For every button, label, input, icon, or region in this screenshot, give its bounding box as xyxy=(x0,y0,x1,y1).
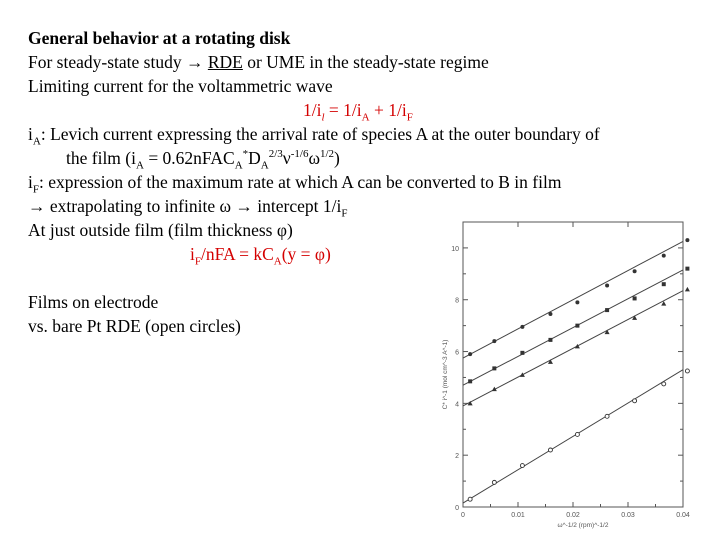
film-boundary-equation xyxy=(190,242,331,266)
eq2-sub: A xyxy=(273,255,282,268)
line5-sup: * xyxy=(242,148,249,161)
data-point-open-circle xyxy=(605,414,609,418)
y-tick-label: 0 xyxy=(455,505,459,512)
data-point-filled-square xyxy=(520,351,524,355)
data-point-filled-triangle xyxy=(605,330,610,335)
eq1-sub: l xyxy=(321,111,325,124)
data-point-filled-circle xyxy=(633,269,637,273)
fit-line xyxy=(463,270,683,385)
line6-part: i xyxy=(28,172,33,192)
line4-sub: A xyxy=(32,135,41,148)
x-axis-label: ω^-1/2 (rpm)^-1/2 xyxy=(557,522,609,529)
eq1-part: = 1/i xyxy=(324,100,362,120)
line5-sup: -1/6 xyxy=(290,148,309,161)
line5-part: ν xyxy=(282,148,291,168)
data-point-filled-circle xyxy=(685,238,689,242)
data-point-filled-circle xyxy=(575,300,579,304)
line6-sub: F xyxy=(32,183,39,196)
levich-equation-line xyxy=(66,146,340,170)
eq2-part: (y = φ) xyxy=(281,244,331,264)
bare-pt-text: vs. bare Pt RDE (open circles) xyxy=(28,316,241,336)
fit-line xyxy=(463,370,683,503)
data-point-filled-circle xyxy=(605,283,609,287)
film-thickness-line xyxy=(28,218,293,242)
y-tick-label: 4 xyxy=(455,401,459,409)
line5-sub: A xyxy=(234,159,243,172)
data-point-filled-circle xyxy=(662,254,666,258)
line5-part: = 0.62nFAC xyxy=(143,148,235,168)
eq1-sub: A xyxy=(361,111,370,124)
limiting-current-text: Limiting current for the voltammetric wave xyxy=(28,76,333,96)
line5-sub: A xyxy=(260,159,269,172)
data-point-filled-square xyxy=(492,366,496,370)
data-point-open-circle xyxy=(685,369,689,373)
eq1-part: 1/i xyxy=(303,100,322,120)
steady-state-text-post: or UME in the steady-state regime xyxy=(242,52,489,72)
eq1-sub: F xyxy=(406,111,413,124)
line6-part: : expression of the maximum rate at which A can be converted to B in film xyxy=(39,172,562,192)
rde-link-text: RDE xyxy=(207,52,243,72)
y-tick-label: 2 xyxy=(455,453,459,461)
data-point-filled-square xyxy=(605,308,609,312)
line4-part: : Levich current expressing the arrival rate of species A at the outer boundary of xyxy=(40,124,600,144)
data-point-filled-triangle xyxy=(548,359,553,364)
line7-sub: F xyxy=(341,207,348,220)
data-point-open-circle xyxy=(548,448,552,452)
data-point-filled-square xyxy=(685,267,689,271)
data-point-filled-triangle xyxy=(685,287,690,292)
data-point-filled-square xyxy=(575,324,579,328)
data-point-filled-square xyxy=(548,338,552,342)
levich-current-line xyxy=(28,122,600,146)
data-point-open-circle xyxy=(492,480,496,484)
line5-part: ) xyxy=(334,148,340,168)
slide-title-text: General behavior at a rotating disk xyxy=(28,28,291,48)
data-point-open-circle xyxy=(520,464,524,468)
line7-part: → extrapolating to infinite ω → intercept 1/i xyxy=(28,196,342,216)
data-point-filled-circle xyxy=(520,325,524,329)
y-axis-label: C* i^-1 (mol cm^-3 A^-1) xyxy=(442,339,449,410)
slide-title xyxy=(28,26,290,50)
films-on-electrode-text: Films on electrode xyxy=(28,292,159,312)
line5-sup: 2/3 xyxy=(268,148,283,161)
data-point-filled-square xyxy=(468,379,472,383)
koutecky-levich-equation xyxy=(303,98,413,122)
data-point-open-circle xyxy=(662,382,666,386)
line4-part: i xyxy=(28,124,33,144)
line5-part: the film (i xyxy=(66,148,136,168)
data-point-filled-circle xyxy=(548,312,552,316)
x-tick-label: 0.03 xyxy=(621,512,635,519)
data-point-open-circle xyxy=(468,497,472,501)
steady-state-text-pre: For steady-state study → xyxy=(28,52,208,72)
data-point-filled-triangle xyxy=(520,372,525,377)
data-point-filled-triangle xyxy=(468,401,473,406)
x-tick-label: 0 xyxy=(461,512,465,519)
line5-part: D xyxy=(248,148,261,168)
film-thickness-text: At just outside film (film thickness φ) xyxy=(28,220,293,240)
line5-part: ω xyxy=(308,148,320,168)
plot-frame xyxy=(463,222,683,507)
x-tick-label: 0.04 xyxy=(676,512,690,519)
fit-line xyxy=(463,291,683,406)
extrapolation-line xyxy=(28,194,347,218)
eq2-sub: F xyxy=(194,255,201,268)
fit-line xyxy=(463,241,683,358)
data-point-filled-triangle xyxy=(661,301,666,306)
films-on-electrode-line xyxy=(28,290,158,314)
y-tick-label: 8 xyxy=(455,297,459,305)
data-point-filled-circle xyxy=(492,339,496,343)
data-point-filled-triangle xyxy=(575,344,580,349)
bare-pt-line xyxy=(28,314,241,338)
film-rate-line xyxy=(28,170,561,194)
data-point-filled-square xyxy=(662,282,666,286)
eq1-part: + 1/i xyxy=(369,100,407,120)
x-tick-label: 0.02 xyxy=(566,512,580,519)
data-point-filled-triangle xyxy=(492,387,497,392)
data-point-open-circle xyxy=(633,399,637,403)
x-tick-label: 0.01 xyxy=(511,512,525,519)
line5-sup: 1/2 xyxy=(319,148,335,161)
eq2-part: i xyxy=(190,244,195,264)
data-point-filled-triangle xyxy=(632,315,637,320)
limiting-current-line xyxy=(28,74,333,98)
line5-sub: A xyxy=(135,159,144,172)
y-tick-label: 10 xyxy=(451,245,459,253)
eq2-part: /nFA = kC xyxy=(201,244,274,264)
data-point-open-circle xyxy=(575,432,579,436)
data-point-filled-circle xyxy=(468,352,472,356)
steady-state-line xyxy=(28,50,489,74)
data-point-filled-square xyxy=(633,296,637,300)
y-tick-label: 6 xyxy=(455,349,459,357)
